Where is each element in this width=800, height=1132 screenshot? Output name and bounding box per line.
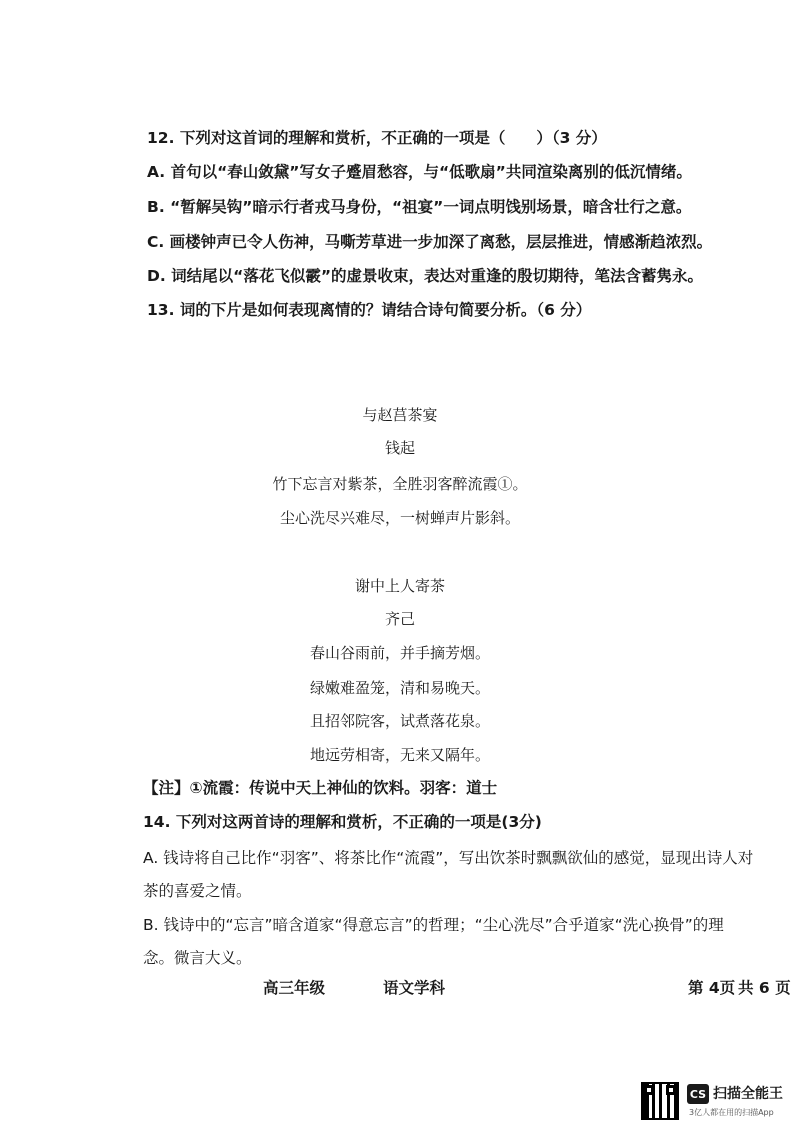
q12-option-a: A. 首句以“春山敛黛”写女子蹙眉愁容，与“低歌扇”共同渲染离别的低沉情绪。 [147,163,692,181]
q13-stem: 13. 词的下片是如何表现离情的？请结合诗句简要分析。（6 分） [147,301,592,319]
poem2-line: 绿嫩难盈笼，清和易晚天。 [309,679,490,697]
camscanner-logo: CS [687,1084,709,1104]
q12-option-c: C. 画楼钟声已令人伤神，马嘶芳草进一步加深了离愁，层层推进，情感渐趋浓烈。 [147,233,713,251]
q12-option-b: B. “暂解吴钩”暗示行者戎马身份，“祖宴”一词点明饯别场景，暗含壮行之意。 [147,198,692,216]
poem1-title: 与赵莒茶宴 [362,406,438,424]
qr-code-icon [641,1082,679,1120]
poem2-line: 春山谷雨前，并手摘芳烟。 [309,644,490,662]
poem1-line: 竹下忘言对紫茶，全胜羽客醉流霞①。 [272,475,528,493]
poem2-author: 齐己 [384,610,415,628]
footer-grade: 高三年级 [263,979,326,997]
scanner-brand: 扫描全能王 [713,1086,783,1102]
q14-stem: 14. 下列对这两首诗的理解和赏析，不正确的一项是(3分) [143,813,542,831]
q12-option-d: D. 词结尾以“落花飞似霰”的虚景收束，表达对重逢的殷切期待，笔法含蓄隽永。 [147,267,704,285]
poem1-line: 尘心洗尽兴难尽，一树蝉声片影斜。 [279,509,520,527]
footer-subject: 语文学科 [383,979,446,997]
q14-option-b-line2: 念。微言大义。 [143,949,252,967]
annotation-note: 【注】①流霞：传说中天上神仙的饮料。羽客：道士 [143,779,498,797]
poem2-title: 谢中上人寄茶 [354,577,445,595]
scanner-tagline: 3亿人都在用的扫描App [689,1108,774,1117]
footer-total: 共 6 页 [738,979,791,997]
footer-page: 第 4页 [688,979,736,997]
poem2-line: 且招邻院客，试煮落花泉。 [309,712,490,730]
q12-stem: 12. 下列对这首词的理解和赏析，不正确的一项是（ ）（3 分） [147,129,607,147]
poem1-author: 钱起 [384,439,415,457]
q14-option-a-line1: A. 钱诗将自己比作“羽客”、将茶比作“流霞”，写出饮茶时飘飘欲仙的感觉，显现出诗人对 [143,849,754,867]
q14-option-b-line1: B. 钱诗中的“忘言”暗含道家“得意忘言”的哲理；“尘心洗尽”合乎道家“洗心换骨”的理 [143,916,724,934]
poem2-line: 地远劳相寄，无来又隔年。 [309,746,490,764]
q14-option-a-line2: 茶的喜爱之情。 [143,882,252,900]
